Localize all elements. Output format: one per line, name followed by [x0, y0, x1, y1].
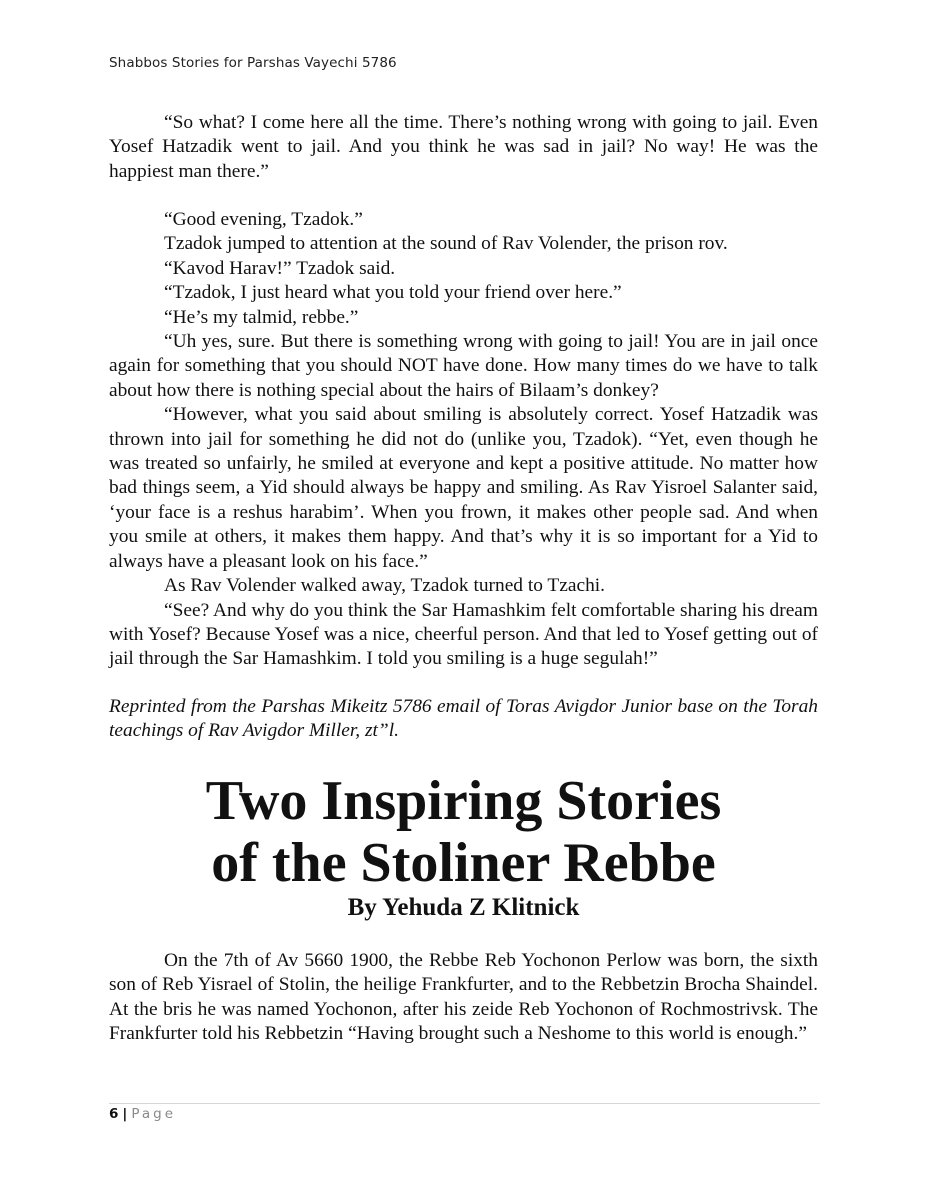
- footer-divider: [109, 1103, 820, 1104]
- body-paragraph: “So what? I come here all the time. There’s nothing wrong with going to jail. Even Yosef Hatzadik went to jail. And you think he was sad in jail? No way! He was the happiest man there.”: [109, 112, 818, 182]
- body-paragraph: On the 7th of Av 5660 1900, the Rebbe Reb Yochonon Perlow was born, the sixth son of Reb Yisrael of Stolin, the heilige Frankfurter, and to the Rebbetzin Brocha Shaindel. At the bris he was named Yochonon, after his zeide Reb Yochonon of Rochmostrivsk. The Frankfurter told his Rebbetzin “Having brought such a Neshome to this world is enough.”: [109, 950, 818, 1045]
- page-footer: [109, 1106, 176, 1122]
- body-paragraph: “He’s my talmid, rebbe.”: [164, 306, 359, 328]
- body-paragraph: “See? And why do you think the Sar Hamashkim felt comfortable sharing his dream with Yosef? Because Yosef was a nice, cheerful person. And that led to Yosef getting out of jail through the Sar Hamashkim. I told you smiling is a huge segulah!”: [109, 599, 818, 670]
- body-paragraph: “Tzadok, I just heard what you told your friend over here.”: [164, 282, 622, 304]
- page-label: Page: [131, 1106, 177, 1122]
- page-number: 6: [109, 1106, 119, 1122]
- story-continuation: [109, 111, 818, 184]
- body-paragraph: “Kavod Harav!” Tzadok said.: [164, 257, 396, 279]
- footer-separator: |: [122, 1106, 128, 1122]
- article-byline: By Yehuda Z Klitnick: [347, 894, 580, 921]
- body-paragraph: As Rav Volender walked away, Tzadok turned to Tzachi.: [164, 575, 606, 597]
- body-paragraph: “Uh yes, sure. But there is something wrong with going to jail! You are in jail once again for something that you should NOT have done. How many times do we have to talk about how there is nothing special about the hairs of Bilaam’s donkey?: [109, 331, 818, 401]
- body-paragraph: Tzadok jumped to attention at the sound of Rav Volender, the prison rov.: [164, 233, 728, 255]
- article-body: [109, 949, 818, 1047]
- body-paragraph: “Good evening, Tzadok.”: [164, 209, 363, 230]
- story-dialogue: [109, 208, 818, 672]
- running-header: Shabbos Stories for Parshas Vayechi 5786: [109, 55, 397, 71]
- article-title-line-2: of the Stoliner Rebbe: [211, 832, 716, 894]
- body-paragraph: “However, what you said about smiling is absolutely correct. Yosef Hatzadik was thrown into jail for something he did not do (unlike you, Tzadok). “Yet, even though he was treated so unfairly, he smiled at everyone and kept a positive attitude. No matter how bad things seem, a Yid should always be happy and smiling. As Rav Yisroel Salanter said, ‘your face is a reshus harabim’. When you frown, it makes other people sad. And when you smile at others, it makes them happy. And that’s why it is so important for a Yid to always have a pleasant look on his face.”: [109, 404, 818, 572]
- article-title-line-1: Two Inspiring Stories: [205, 770, 722, 832]
- article-title: [109, 770, 818, 894]
- reprint-credit: Reprinted from the Parshas Mikeitz 5786 email of Toras Avigdor Junior base on the Torah teachings of Rav Avigdor Miller, zt”l.: [109, 696, 818, 742]
